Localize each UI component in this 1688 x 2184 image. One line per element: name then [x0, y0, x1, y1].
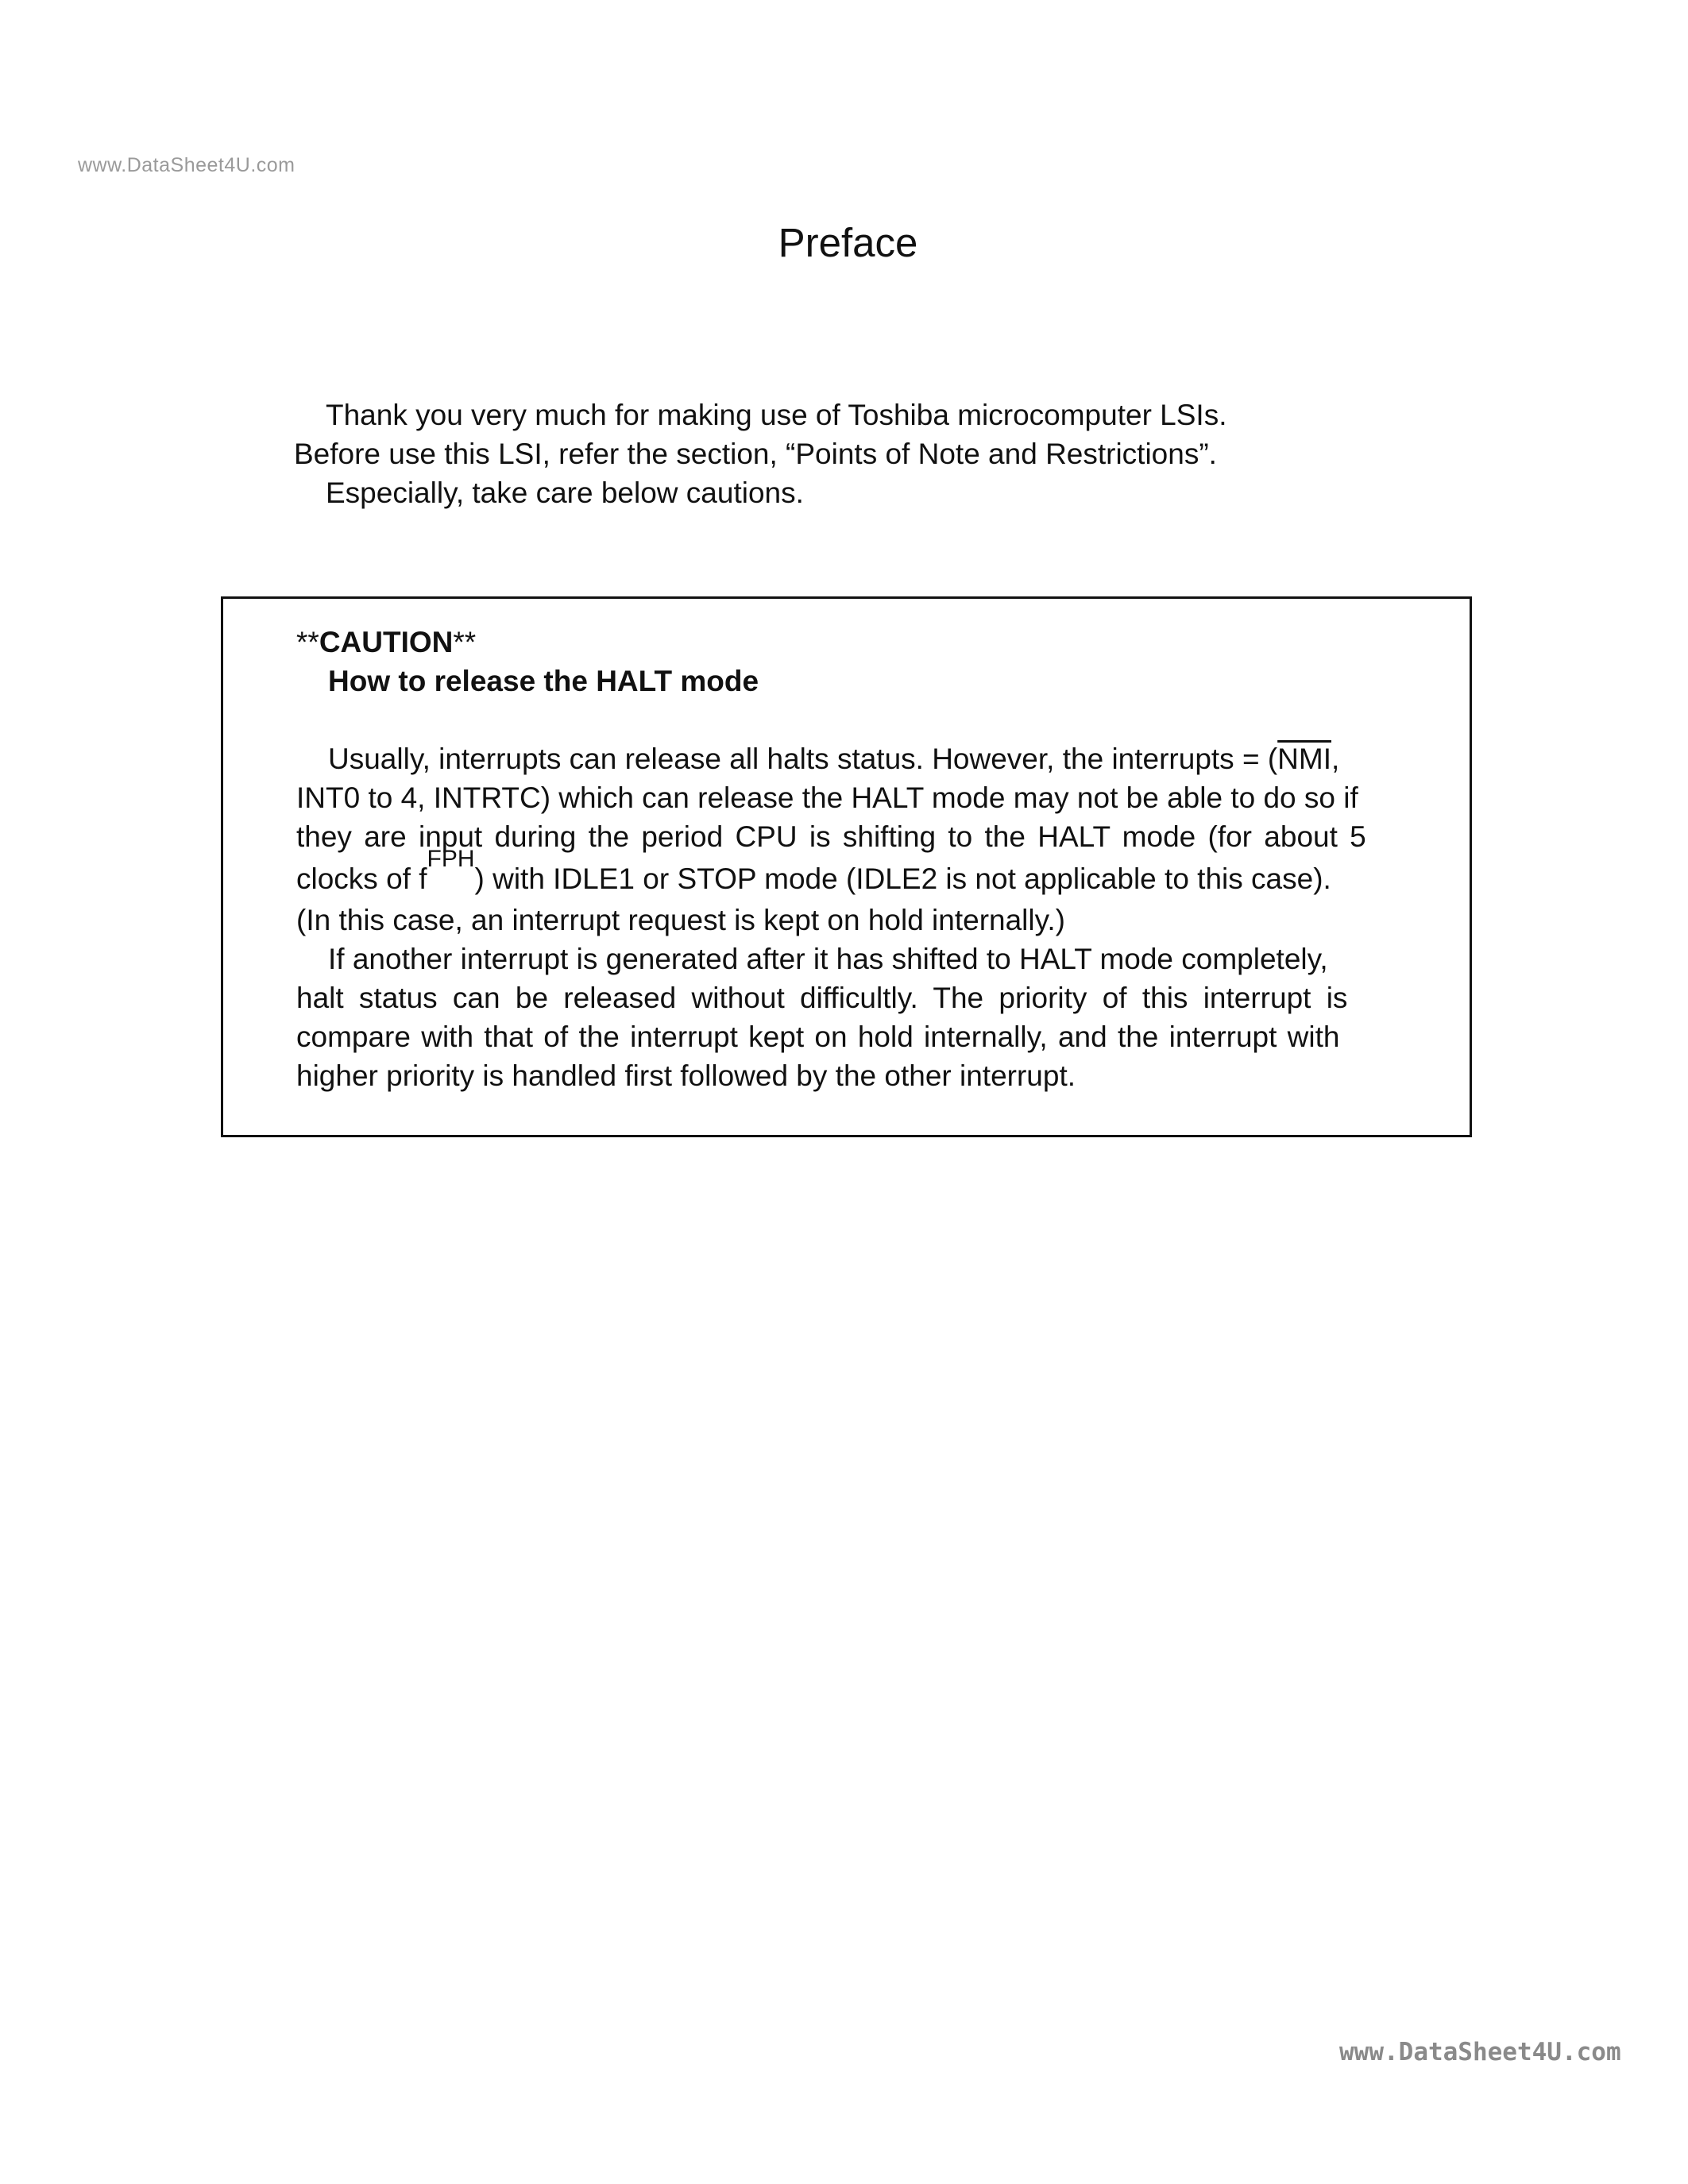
intro-line-2: Before use this LSI, refer the section, “Points of Note and Restrictions”. [294, 438, 1217, 470]
caution-p1-line-5 [296, 901, 1405, 940]
p1-line-4-text-b: ) with IDLE1 or STOP mode (IDLE2 is not applicable to this case). [474, 862, 1331, 895]
nmi-signal: $\overline{NMI}$ [1277, 743, 1331, 775]
p2-line-1-text: If another interrupt is generated after it has shifted to HALT mode completely, [328, 943, 1328, 975]
p2-line-3-text: compare with that of the interrupt kept on hold internally, and the interrupt with [296, 1021, 1340, 1053]
p1-line-5-text: (In this case, an interrupt request is kept on hold internally.) [296, 904, 1065, 936]
caution-heading [296, 623, 1405, 662]
caution-body [296, 739, 1405, 1095]
p1-line-4-text-a: clocks of f [296, 862, 427, 895]
watermark-bottom[interactable]: www.DataSheet4U.com [1339, 2038, 1621, 2066]
caution-stars-left: ** [296, 626, 319, 658]
p1-line-1-comma: , [1331, 743, 1340, 775]
caution-subheading: How to release the HALT mode [328, 665, 759, 697]
page-title: Preface [778, 220, 918, 265]
p1-line-1-text: Usually, interrupts can release all halts status. However, the interrupts = ( [328, 743, 1278, 775]
caution-p2-line-4 [296, 1056, 1405, 1095]
caution-stars-right: ** [453, 626, 477, 658]
p2-line-4-text: higher priority is handled first followed by the other interrupt. [296, 1059, 1076, 1092]
caution-p1-line-4 [296, 846, 1405, 901]
fph-subscript: FPH [427, 846, 475, 872]
watermark-top[interactable]: www.DataSheet4U.com [78, 154, 295, 176]
p1-line-3-text: they are input during the period CPU is shifting to the HALT mode (for about 5 [296, 820, 1366, 853]
p2-line-2-text: halt status can be released without difficultly. The priority of this interrupt is [296, 982, 1348, 1014]
p1-line-2-text: INT0 to 4, INTRTC) which can release the HALT mode may not be able to do so if [296, 781, 1358, 814]
intro-line-3: Especially, take care below cautions. [326, 477, 804, 509]
caution-box [221, 596, 1472, 1137]
caution-p2-line-2 [296, 978, 1405, 1017]
caution-p1-line-1 [296, 739, 1405, 778]
caution-p1-line-2 [296, 778, 1405, 817]
caution-p2-line-1 [296, 940, 1405, 978]
caution-content [296, 623, 1405, 1095]
intro-paragraph [294, 396, 1406, 512]
caution-p2-line-3 [296, 1017, 1405, 1056]
caution-word: CAUTION [319, 626, 454, 658]
intro-line-1: Thank you very much for making use of Toshiba microcomputer LSIs. [326, 399, 1227, 431]
